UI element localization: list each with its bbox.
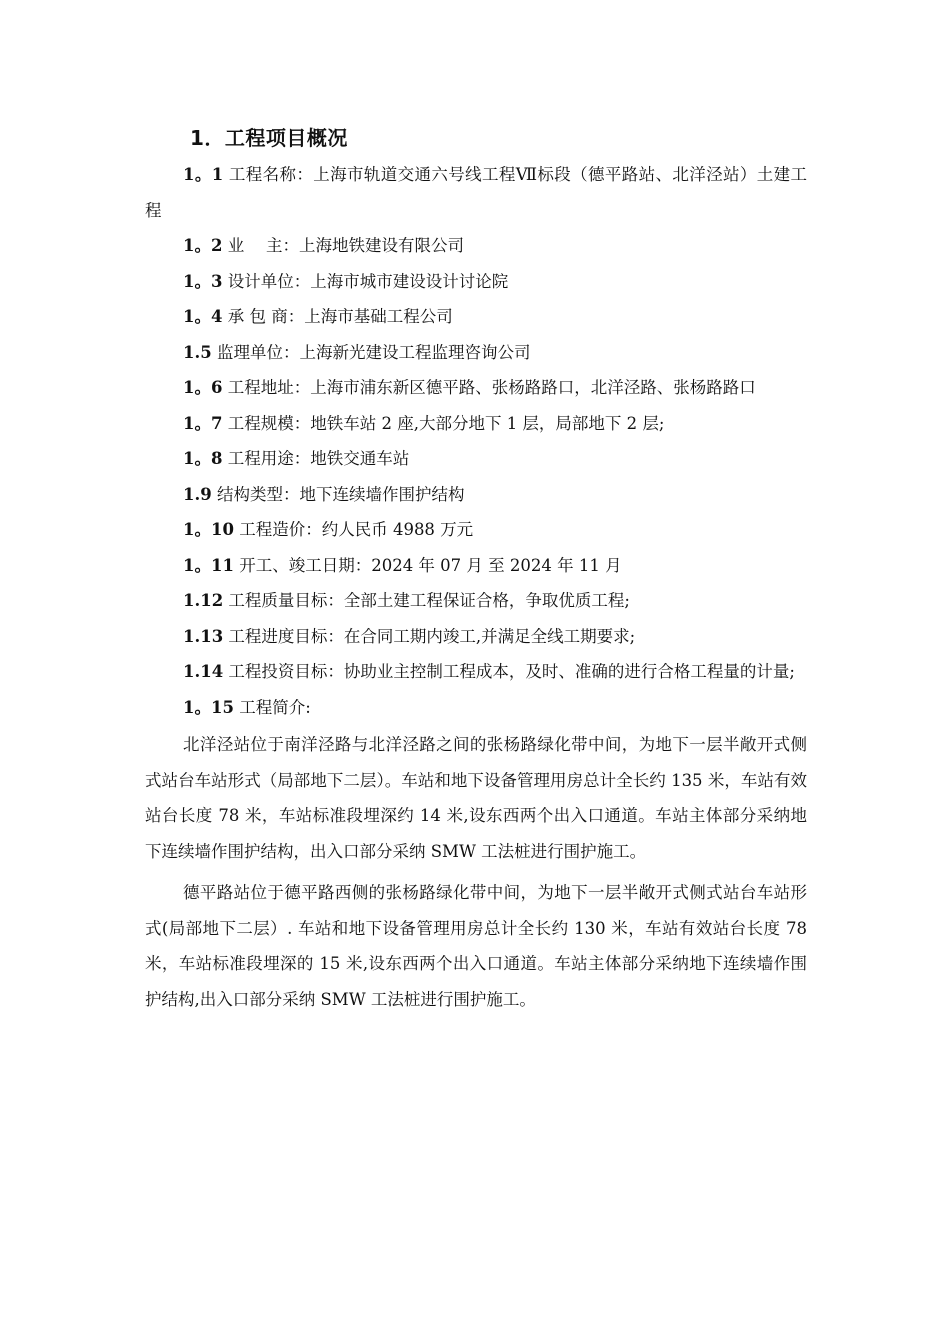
item-text: 工程规模：地铁车站 2 座,大部分地下 1 层，局部地下 2 层; <box>222 413 665 433</box>
item-number: 1.9 <box>183 484 212 504</box>
item-number: 1.14 <box>183 662 224 681</box>
document-body <box>145 157 807 1017</box>
item-text: 工程名称：上海市轨道交通六号线工程Ⅶ标段（德平路站、北洋泾站）土建工程 <box>145 165 807 220</box>
item-line <box>145 264 807 300</box>
item-line <box>145 512 807 548</box>
item-line <box>145 583 807 619</box>
item-text: 工程用途：地铁交通车站 <box>222 449 410 468</box>
intro-paragraphs <box>145 727 807 1017</box>
item-number: 1。7 <box>183 413 223 433</box>
item-number: 1。2 <box>183 236 223 255</box>
item-line <box>145 619 807 655</box>
item-line <box>145 299 807 335</box>
item-text: 工程简介: <box>233 697 311 717</box>
item-number: 1。8 <box>183 449 223 468</box>
item-text: 工程质量目标：全部土建工程保证合格，争取优质工程; <box>223 591 630 610</box>
item-number: 1。15 <box>183 697 234 717</box>
section-title: 1．工程项目概况 <box>190 126 348 150</box>
item-line <box>145 548 807 584</box>
item-text: 监理单位：上海新光建设工程监理咨询公司 <box>211 342 531 362</box>
item-text: 工程投资目标：协助业主控制工程成本，及时、准确的进行合格工程量的计量; <box>223 662 795 681</box>
item-number: 1.13 <box>183 626 224 646</box>
item-text: 承 包 商：上海市基础工程公司 <box>222 307 453 326</box>
item-line <box>145 228 807 264</box>
item-number: 1。1 <box>183 165 224 184</box>
body-paragraph: 北洋泾站位于南洋泾路与北洋泾路之间的张杨路绿化带中间，为地下一层半敞开式侧式站台车站形式（局部地下二层）。车站和地下设备管理用房总计全长约 135 米，车站有效站台长度 78 米，车站标准段埋深约 14 米,设东西两个出入口通道。车站主体部分采纳地下连续墙作围护结构，出入口部分采纳 SMW 工法桩进行围护施工。 <box>145 735 807 861</box>
item-line <box>145 654 807 690</box>
item-number: 1。4 <box>183 307 223 326</box>
item-text: 开工、竣工日期：2024 年 07 月 至 2024 年 11 月 <box>233 555 622 575</box>
item-number: 1.5 <box>183 342 212 362</box>
item-number: 1。10 <box>183 520 234 539</box>
item-text: 工程进度目标：在合同工期内竣工,并满足全线工期要求; <box>223 626 636 646</box>
item-number: 1。3 <box>183 271 223 291</box>
body-paragraph: 德平路站位于德平路西侧的张杨路绿化带中间，为地下一层半敞开式侧式站台车站形式(局部地下二层）. 车站和地下设备管理用房总计全长约 130 米，车站有效站台长度 78 米，车站标准段埋深的 15 米,设东西两个出入口通道。车站主体部分采纳地下连续墙作围护结构,出入口部分采纳 SMW 工法桩进行围护施工。 <box>145 883 807 1009</box>
item-list <box>145 157 807 725</box>
item-text: 设计单位：上海市城市建设设计讨论院 <box>222 271 509 291</box>
item-number: 1。11 <box>183 555 234 575</box>
item-line <box>145 406 807 442</box>
item-text: 结构类型：地下连续墙作围护结构 <box>211 484 465 504</box>
item-line <box>145 157 807 228</box>
item-text: 工程造价：约人民币 4988 万元 <box>233 520 474 539</box>
item-text: 工程地址：上海市浦东新区德平路、张杨路路口，北洋泾路、张杨路路口 <box>222 378 756 397</box>
item-line <box>145 441 807 477</box>
item-line <box>145 370 807 406</box>
item-number: 1.12 <box>183 591 224 610</box>
item-line <box>145 477 807 513</box>
item-line <box>145 335 807 371</box>
item-text: 业 主：上海地铁建设有限公司 <box>222 236 464 255</box>
item-line <box>145 690 807 726</box>
item-number: 1。6 <box>183 378 223 397</box>
